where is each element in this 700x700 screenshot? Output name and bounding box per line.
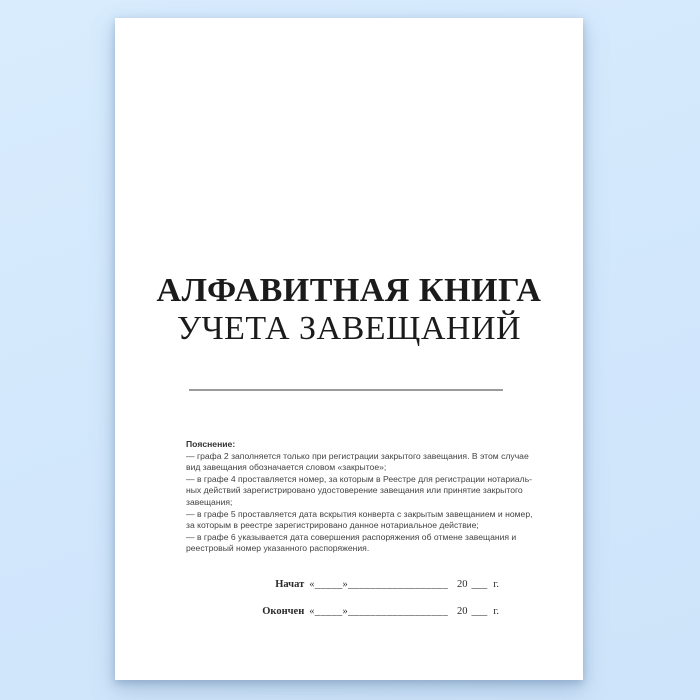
note-line: — в графе 6 указывается дата совершения распоряжения об отмене завещания и <box>186 531 517 542</box>
note-line: ных действий зарегистрировано удостоверение завещания или принятие закрытого <box>186 485 523 496</box>
finished-year-blank: ___ <box>471 606 488 617</box>
note-line: завещания; <box>186 496 233 507</box>
started-year-suffix: г. <box>493 579 499 590</box>
document-page <box>115 18 583 680</box>
note-heading: Пояснение: <box>186 439 236 449</box>
finished-date-field <box>262 606 499 617</box>
finished-label: Окончен <box>262 606 305 617</box>
started-date-blank: «_____»__________________ <box>309 579 448 590</box>
note-line: — в графе 4 проставляется номер, за которым в Реестре для регистрации нотариаль- <box>186 473 533 484</box>
title-divider-line <box>189 389 503 391</box>
date-fields <box>262 579 499 633</box>
note-line: за которым в реестре зарегистрировано данное нотариальное действие; <box>186 520 479 531</box>
note-line: — в графе 5 проставляется дата вскрытия конверта с закрытым завещанием и номер, <box>186 508 533 519</box>
started-year-prefix: 20 <box>457 579 468 590</box>
finished-year-prefix: 20 <box>457 606 468 617</box>
note-line: реестровый номер указанного распоряжения. <box>186 543 370 554</box>
note-line: вид завещания обозначается словом «закрытое»; <box>186 462 387 473</box>
document-title-line1: АЛФАВИТНАЯ КНИГА <box>156 272 542 309</box>
started-year-blank: ___ <box>471 579 488 590</box>
finished-year-suffix: г. <box>493 606 499 617</box>
explanation-note <box>186 439 533 555</box>
finished-date-blank: «_____»__________________ <box>309 606 448 617</box>
document-title <box>115 272 583 347</box>
started-date-field <box>262 579 499 590</box>
document-title-line2: УЧЕТА ЗАВЕЩАНИЙ <box>176 310 522 347</box>
note-line: — графа 2 заполняется только при регистрации закрытого завещания. В этом случае <box>186 450 529 461</box>
started-label: Начат <box>275 579 305 590</box>
